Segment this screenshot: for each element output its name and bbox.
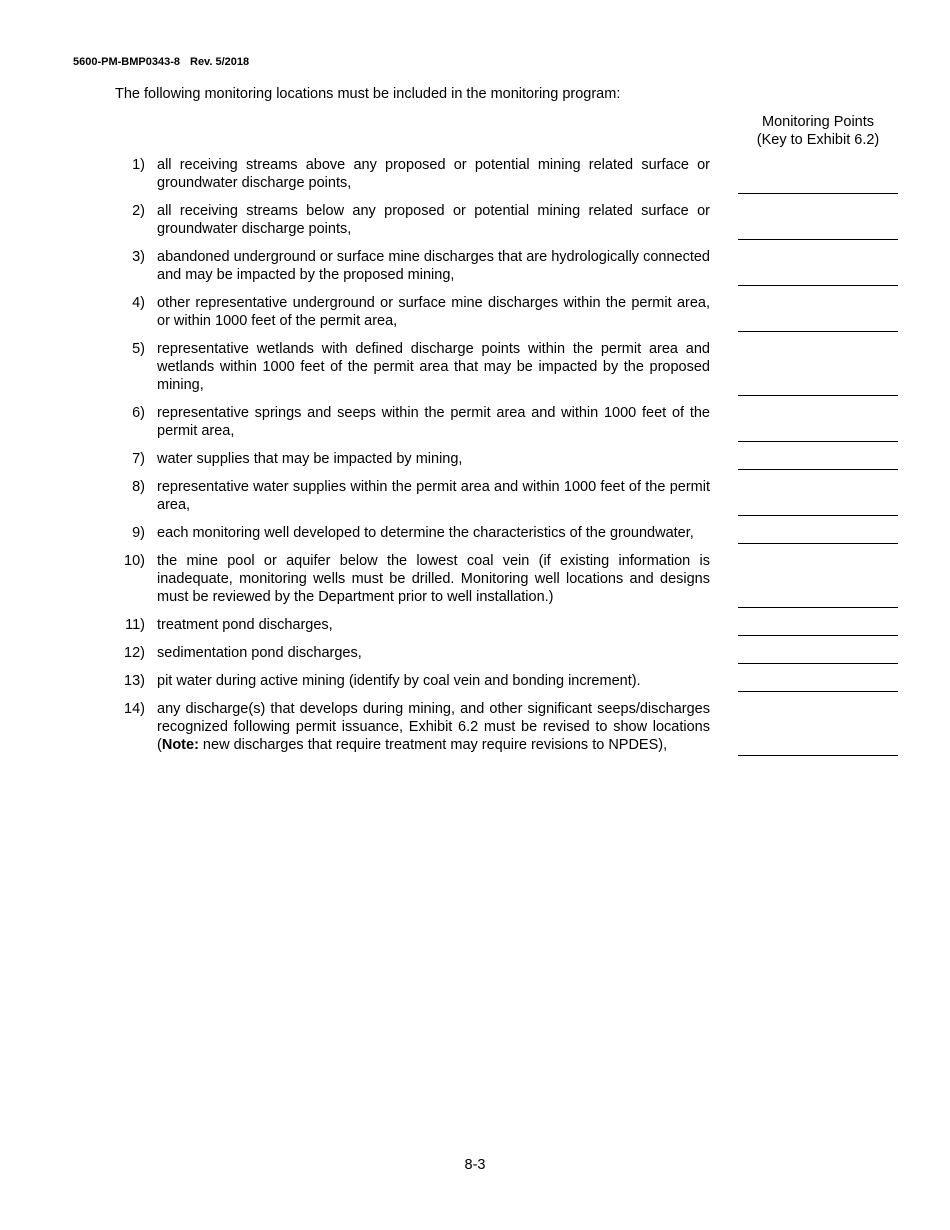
item-number: 7) [132, 451, 145, 467]
item-number: 9) [132, 525, 145, 541]
item-number: 6) [132, 405, 145, 421]
monitoring-locations-list [113, 156, 903, 764]
monitoring-point-blank[interactable] [738, 515, 898, 516]
monitoring-point-blank[interactable] [738, 469, 898, 470]
monitoring-point-blank[interactable] [738, 331, 898, 332]
monitoring-point-blank[interactable] [738, 239, 898, 240]
list-item [113, 450, 903, 468]
monitoring-point-blank[interactable] [738, 755, 898, 756]
item-text-part: new discharges that require treatment may require revisions to NPDES), [198, 737, 668, 753]
item-text: water supplies that may be impacted by mining, [157, 451, 463, 467]
monitoring-point-blank[interactable] [738, 607, 898, 608]
item-text: representative wetlands with defined discharge points within the permit area and wetlands within 1000 feet of the permit area that may be impacted by the proposed mining, [157, 341, 710, 393]
list-item [113, 524, 903, 542]
item-number: 2) [132, 203, 145, 219]
column-header-line1: Monitoring Points [761, 114, 875, 130]
list-item [113, 404, 903, 440]
list-item [113, 672, 903, 690]
item-number: 11) [125, 617, 145, 633]
item-text: all receiving streams below any proposed or potential mining related surface or groundwater discharge points, [157, 203, 710, 237]
item-number: 13) [124, 673, 145, 689]
page-number: 8-3 [464, 1157, 486, 1173]
monitoring-points-column-header [738, 113, 898, 149]
note-label: Note: [161, 737, 199, 753]
form-id-header [73, 56, 249, 68]
item-text-part: any discharge(s) that develops during mining, and other significant seeps/discharges recognized following permit issuance, Exhibit 6.2 must be revised to show locations ( [157, 701, 710, 753]
list-item [113, 156, 903, 192]
intro-text: The following monitoring locations must be included in the monitoring program: [115, 86, 621, 102]
monitoring-point-blank[interactable] [738, 635, 898, 636]
item-text: abandoned underground or surface mine discharges that are hydrologically connected and may be impacted by the proposed mining, [157, 249, 710, 283]
item-text: pit water during active mining (identify by coal vein and bonding increment). [157, 673, 641, 689]
list-item [113, 340, 903, 394]
list-item [113, 700, 903, 754]
list-item [113, 644, 903, 662]
list-item [113, 294, 903, 330]
item-number: 1) [132, 157, 145, 173]
item-text: representative springs and seeps within the permit area and within 1000 feet of the permit area, [157, 405, 710, 439]
list-item [113, 478, 903, 514]
monitoring-point-blank[interactable] [738, 395, 898, 396]
monitoring-point-blank[interactable] [738, 193, 898, 194]
item-text: each monitoring well developed to determine the characteristics of the groundwater, [157, 525, 694, 541]
monitoring-point-blank[interactable] [738, 285, 898, 286]
monitoring-point-blank[interactable] [738, 691, 898, 692]
list-item [113, 202, 903, 238]
list-item [113, 616, 903, 634]
item-text: treatment pond discharges, [157, 617, 333, 633]
item-number: 12) [124, 645, 145, 661]
monitoring-point-blank[interactable] [738, 543, 898, 544]
monitoring-point-blank[interactable] [738, 441, 898, 442]
item-text [157, 700, 710, 754]
list-item [113, 552, 903, 606]
item-text: the mine pool or aquifer below the lowest coal vein (if existing information is inadequate, monitoring wells must be drilled. Monitoring well locations and designs must be reviewed by the Department prior to well installation.) [157, 553, 710, 605]
item-text: representative water supplies within the permit area and within 1000 feet of the permit area, [157, 479, 710, 513]
form-id: 5600-PM-BMP0343-8 [73, 56, 180, 68]
monitoring-point-blank[interactable] [738, 663, 898, 664]
item-number: 10) [124, 553, 145, 569]
item-text: other representative underground or surface mine discharges within the permit area, or within 1000 feet of the permit area, [157, 295, 710, 329]
column-header-line2: (Key to Exhibit 6.2) [756, 132, 880, 148]
item-number: 3) [132, 249, 145, 265]
item-text: all receiving streams above any proposed or potential mining related surface or groundwater discharge points, [157, 157, 710, 191]
item-number: 4) [132, 295, 145, 311]
revision-date: Rev. 5/2018 [190, 56, 250, 68]
item-text: sedimentation pond discharges, [157, 645, 362, 661]
item-number: 8) [132, 479, 145, 495]
item-number: 5) [132, 341, 145, 357]
list-item [113, 248, 903, 284]
item-number: 14) [124, 701, 145, 717]
